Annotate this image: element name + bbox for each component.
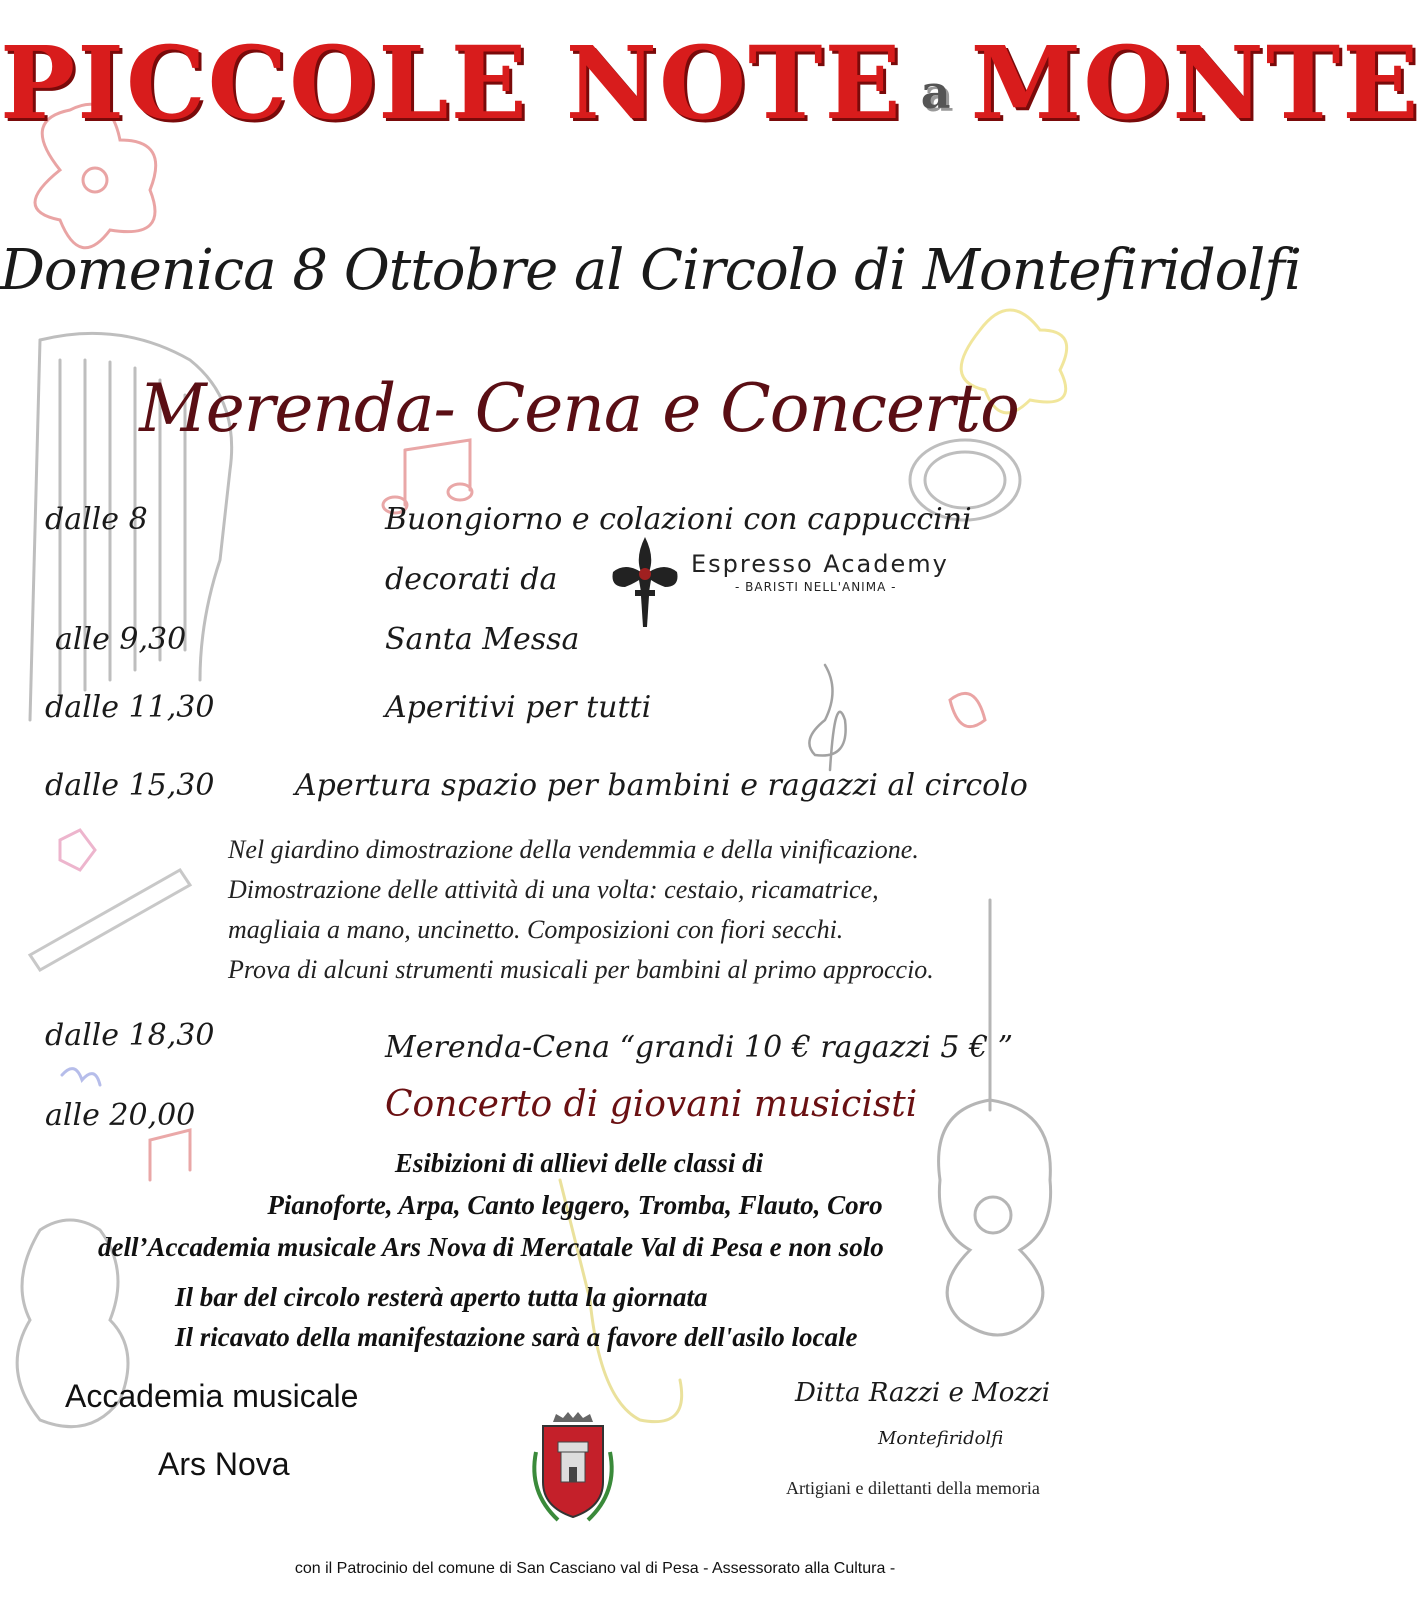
poster-title	[0, 18, 1420, 157]
proceeds-note: Il ricavato della manifestazione sarà a favore dell'asilo locale	[175, 1322, 858, 1352]
schedule-activity: Buongiorno e colazioni con cappuccini	[385, 502, 972, 537]
schedule-time: dalle 8	[45, 502, 148, 537]
schedule-time: alle 9,30	[55, 622, 187, 657]
schedule-activity: Santa Messa	[385, 622, 580, 657]
event-date-venue: Domenica 8 Ottobre al Circolo di Montefiridolfi	[0, 238, 1301, 303]
schedule-activity: Apertura spazio per bambini e ragazzi al circolo	[295, 768, 1028, 803]
blue-flower-sketch	[62, 1069, 100, 1085]
activities-details	[228, 830, 934, 990]
espresso-academy-tagline: - BARISTI NELL'ANIMA -	[735, 580, 897, 594]
details-line: Nel giardino dimostrazione della vendemmia e della vinificazione.	[228, 835, 919, 864]
fleur-de-lis-icon	[605, 532, 685, 632]
music-notes-sketch	[150, 440, 472, 1180]
title-part-1: PICCOLE	[0, 24, 566, 142]
details-line: Dimostrazione delle attività di una volta: cestaio, ricamatrice,	[228, 875, 879, 904]
performers-line: Esibizioni di allievi delle classi di	[394, 1148, 764, 1178]
guitar-sketch	[939, 900, 1051, 1335]
espresso-academy-name: Espresso Academy	[691, 550, 949, 578]
pink-flower-sketch	[60, 830, 95, 870]
title-part-4: MONTE	[970, 24, 1420, 142]
ditta-tagline: Artigiani e dilettanti della memoria	[786, 1478, 1040, 1498]
event-headline: Merenda- Cena e Concerto	[139, 370, 1019, 447]
academy-line-1: Accademia musicale	[65, 1378, 359, 1414]
academy-line-2: Ars Nova	[158, 1446, 290, 1482]
title-part-2: NOTE	[565, 24, 903, 142]
concert-title: Concerto di giovani musicisti	[385, 1084, 918, 1125]
flute-sketch	[30, 870, 190, 970]
dinner-time: dalle 18,30	[45, 1018, 215, 1053]
red-leaf-sketch	[950, 693, 985, 726]
bar-note: Il bar del circolo resterà aperto tutta la giornata	[175, 1282, 708, 1312]
coat-of-arms-icon	[528, 1412, 618, 1524]
details-line: magliaia a mano, uncinetto. Composizioni con fiori secchi.	[228, 915, 844, 944]
schedule-activity: Aperitivi per tutti	[385, 690, 652, 725]
schedule-activity: decorati da	[385, 562, 558, 597]
espresso-academy-logo	[605, 532, 965, 632]
treble-clef-sketch	[809, 665, 845, 770]
schedule-time: dalle 15,30	[45, 768, 215, 803]
footer-patronage: con il Patrocinio del comune di San Casciano val di Pesa - Assessorato alla Cultura -	[294, 1560, 896, 1577]
dinner-text: Merenda-Cena “grandi 10 € ragazzi 5 € ”	[385, 1030, 1013, 1065]
schedule-time: dalle 11,30	[45, 690, 215, 725]
ditta-place: Montefiridolfi	[878, 1428, 1004, 1449]
title-part-3: a	[902, 65, 971, 120]
performers-line: dell’Accademia musicale Ars Nova di Mercatale Val di Pesa e non solo	[98, 1232, 884, 1262]
details-line: Prova di alcuni strumenti musicali per bambini al primo approccio.	[228, 955, 934, 984]
ditta-name: Ditta Razzi e Mozzi	[795, 1378, 1051, 1408]
performers-line: Pianoforte, Arpa, Canto leggero, Tromba, Flauto, Coro	[267, 1190, 883, 1220]
concert-time: alle 20,00	[45, 1098, 196, 1133]
